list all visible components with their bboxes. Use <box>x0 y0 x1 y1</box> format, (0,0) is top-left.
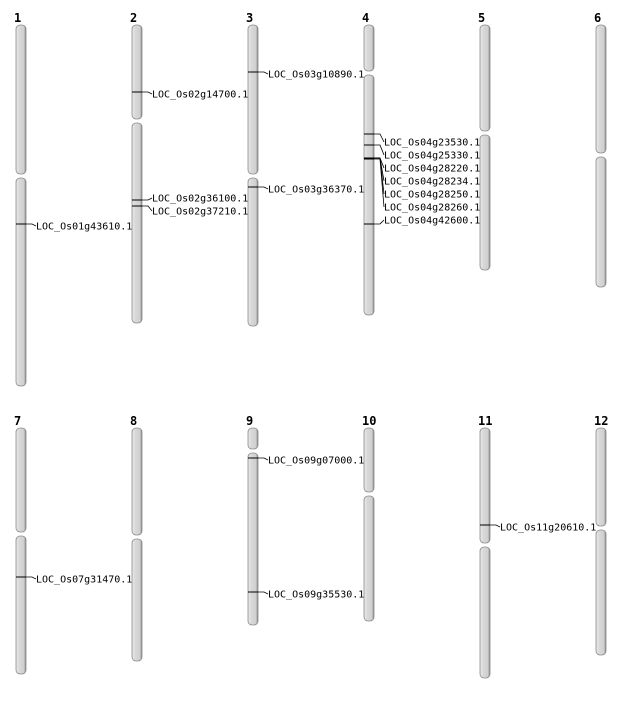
gene-connector <box>490 525 500 527</box>
chromosome-8 <box>130 414 142 661</box>
gene-label: LOC_Os04g28260.1 <box>384 202 481 214</box>
gene-connector <box>142 206 152 211</box>
chromosome-upper-arm <box>364 25 374 71</box>
gene-connector <box>26 224 36 226</box>
gene-connector <box>374 134 384 142</box>
gene-label: LOC_Os01g43610.1 <box>36 221 133 233</box>
chromosome-lower-arm <box>132 123 142 323</box>
gene-label: LOC_Os07g31470.1 <box>36 574 133 586</box>
chromosome-3 <box>246 11 364 326</box>
gene-label: LOC_Os04g28250.1 <box>384 189 481 201</box>
gene-label: LOC_Os11g20610.1 <box>500 522 597 534</box>
chromosome-lower-arm <box>480 135 490 270</box>
chromosome-9 <box>246 414 364 625</box>
gene-connector <box>26 577 36 579</box>
chromosome-number-label: 7 <box>14 414 22 428</box>
chromosome-lower-arm <box>132 539 142 661</box>
chromosome-10 <box>362 414 376 621</box>
gene-label: LOC_Os02g14700.1 <box>152 89 249 101</box>
chromosome-upper-arm <box>132 25 142 119</box>
gene-connector <box>258 592 268 594</box>
gene-label: LOC_Os03g10890.1 <box>268 69 365 81</box>
gene-connector <box>258 187 268 189</box>
gene-label: LOC_Os02g36100.1 <box>152 193 249 205</box>
chromosome-lower-arm <box>364 496 374 621</box>
gene-label: LOC_Os04g25330.1 <box>384 150 481 162</box>
gene-connector <box>142 198 152 200</box>
chromosome-upper-arm <box>596 25 606 153</box>
chromosome-number-label: 11 <box>478 414 493 428</box>
gene-connector <box>374 158 384 168</box>
chromosome-number-label: 1 <box>14 11 22 25</box>
chromosome-upper-arm <box>248 428 258 449</box>
chromosome-number-label: 6 <box>594 11 602 25</box>
chromosome-lower-arm <box>16 536 26 674</box>
gene-label: LOC_Os09g35530.1 <box>268 589 365 601</box>
chromosome-lower-arm <box>364 75 374 315</box>
gene-connector <box>258 72 268 74</box>
chromosome-lower-arm <box>480 547 490 678</box>
chromosome-number-label: 10 <box>362 414 377 428</box>
gene-label: LOC_Os04g23530.1 <box>384 137 481 149</box>
gene-label: LOC_Os04g42600.1 <box>384 215 481 227</box>
chromosome-number-label: 12 <box>594 414 609 428</box>
gene-label: LOC_Os04g28220.1 <box>384 163 481 175</box>
chromosome-number-label: 9 <box>246 414 254 428</box>
gene-label: LOC_Os04g28234.1 <box>384 176 481 188</box>
chromosome-number-label: 8 <box>130 414 138 428</box>
gene-connector <box>374 145 384 155</box>
gene-connector <box>142 92 152 94</box>
chromosome-lower-arm <box>596 157 606 287</box>
gene-label: LOC_Os03g36370.1 <box>268 184 365 196</box>
chromosome-12 <box>594 414 608 655</box>
chromosome-upper-arm <box>364 428 374 492</box>
chromosome-lower-arm <box>596 530 606 655</box>
gene-label: LOC_Os02g37210.1 <box>152 206 249 218</box>
chromosome-number-label: 2 <box>130 11 138 25</box>
chromosome-upper-arm <box>16 428 26 532</box>
chromosome-lower-arm <box>248 453 258 625</box>
chromosome-1 <box>14 11 132 386</box>
gene-connector <box>258 458 268 460</box>
chromosome-upper-arm <box>480 428 490 543</box>
gene-connector <box>374 220 384 224</box>
chromosome-upper-arm <box>596 428 606 526</box>
chromosome-6 <box>594 11 606 287</box>
chromosome-lower-arm <box>248 178 258 326</box>
chromosome-11 <box>478 414 596 678</box>
chromosome-5 <box>478 11 490 270</box>
chromosome-upper-arm <box>248 25 258 174</box>
chromosome-number-label: 3 <box>246 11 254 25</box>
chromosome-7 <box>14 414 132 674</box>
chromosome-upper-arm <box>16 25 26 174</box>
chromosome-lower-arm <box>16 178 26 386</box>
chromosome-number-label: 5 <box>478 11 486 25</box>
chromosome-upper-arm <box>132 428 142 535</box>
chromosome-4 <box>362 11 480 315</box>
chromosome-upper-arm <box>480 25 490 131</box>
chromosome-number-label: 4 <box>362 11 370 25</box>
chromosome-2 <box>130 11 248 323</box>
gene-label: LOC_Os09g07000.1 <box>268 455 365 467</box>
